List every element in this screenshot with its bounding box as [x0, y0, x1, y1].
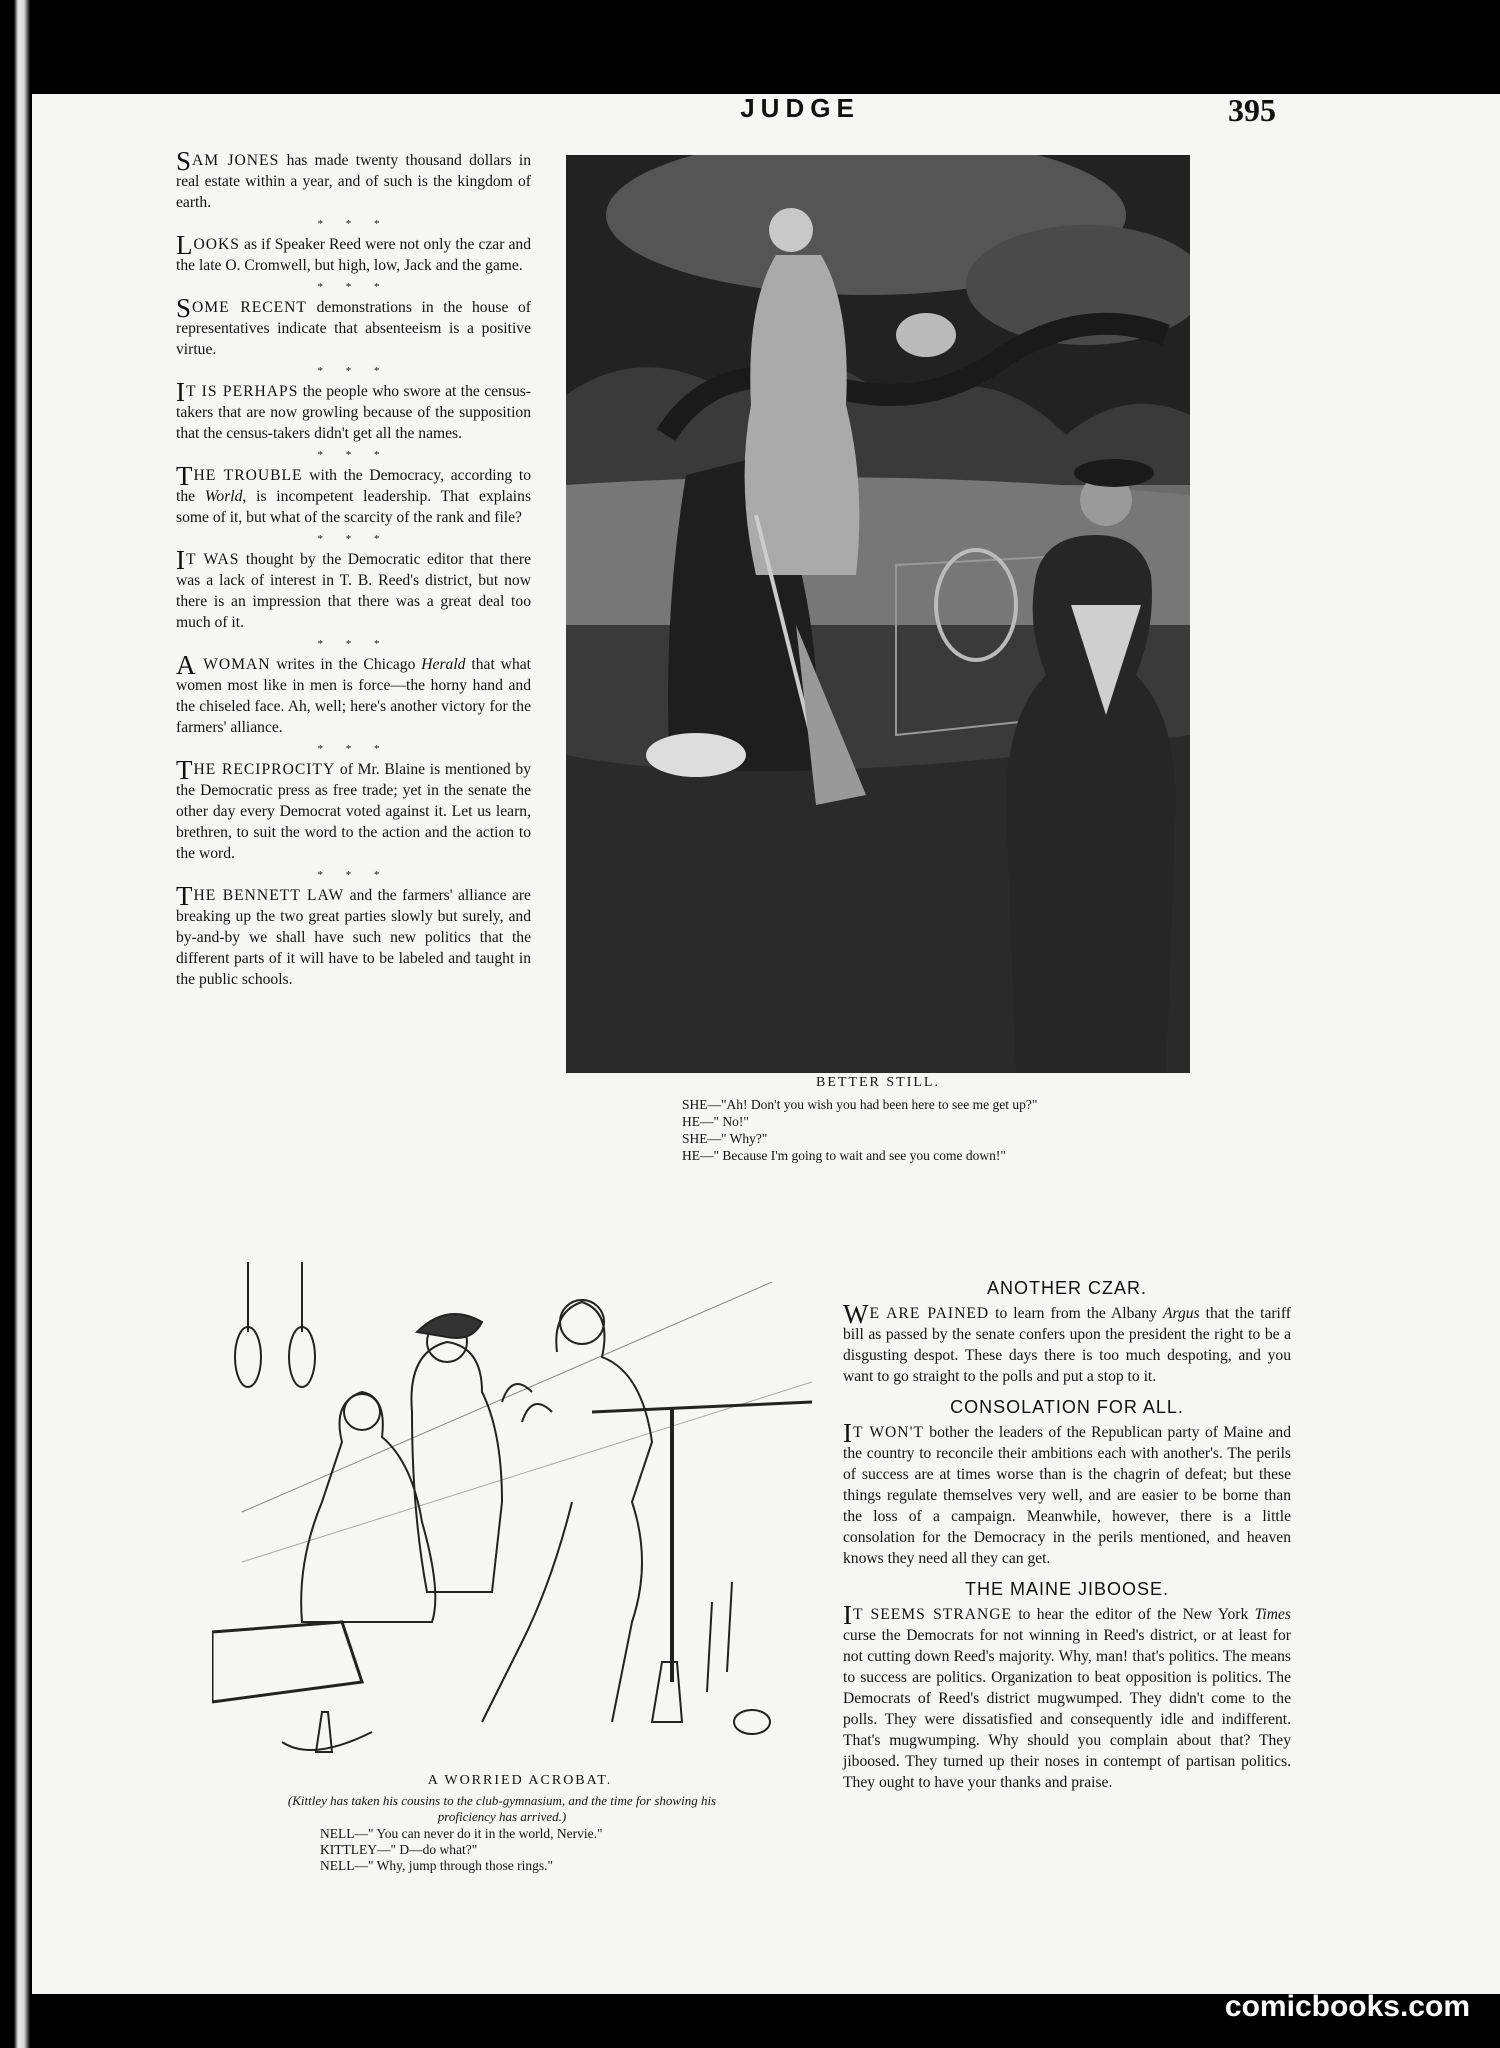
dialogue-line: HE—" Because I'm going to wait and see you come down!" [682, 1148, 1006, 1163]
paragraph: SOME RECENT demonstrations in the house of representatives indicate that absenteeism is a positive virtue. [176, 293, 531, 358]
dialogue-line: HE—" No!" [682, 1114, 749, 1129]
better-still-dialogue [682, 1096, 1242, 1164]
worried-acrobat-note: (Kittley has taken his cousins to the club-gymnasium, and the time for showing his proficiency has arrived.) [287, 1793, 717, 1824]
paragraph: A WOMAN writes in the Chicago Herald that what women most like in men is force—the horny hand and the chiseled face. Ah, well; here's another victory for the farmers' alliance. [176, 650, 531, 736]
scan-binding-edge [0, 0, 30, 2048]
paragraph: IT IS PERHAPS the people who swore at the census-takers that are now growling because of the supposition that the census-takers didn't get all the names. [176, 377, 531, 442]
separator: * * * [317, 365, 390, 377]
article-heading: ANOTHER CZAR. [986, 1278, 1147, 1298]
page-number: 395 [1228, 92, 1276, 128]
separator: * * * [317, 638, 390, 650]
separator: * * * [317, 743, 390, 755]
article-body: IT WON'T bother the leaders of the Republican party of Maine and the country to reconcile their ambitions each with another's. The perils of success are at times worse than is the chagrin of defeat; but these things regulate themselves very well, and are easier to be borne than the loss of a campaign. Meanwhile, however, there is a little consolation for the Democracy in the perils mentioned, and heaven knows they need all they can get. [843, 1418, 1292, 1567]
article-heading: CONSOLATION FOR ALL. [950, 1397, 1184, 1417]
paragraph: LOOKS as if Speaker Reed were not only the czar and the late O. Cromwell, but high, low, Jack and the game. [176, 230, 531, 274]
paragraph: THE RECIPROCITY of Mr. Blaine is mentioned by the Democratic press as free trade; yet in the senate the other day every Democrat voted against it. Let us learn, brethren, to suit the word to the action and the action to the word. [176, 755, 531, 862]
better-still-illustration [566, 155, 1190, 1073]
worried-acrobat-dialogue [320, 1826, 720, 1874]
watermark: comicbooks.com [1224, 1990, 1470, 2023]
separator: * * * [317, 281, 390, 293]
dialogue-line: NELL—" Why, jump through those rings." [320, 1858, 554, 1873]
article-body: IT SEEMS STRANGE to hear the editor of the New York Times curse the Democrats for not winning in Reed's district, or at least for not cutting down Reed's majority. Why, man! that's politics. The means to success are politics. Organization to beat opposition is politics. The Democrats of Reed's district mugwumped. They didn't come to the polls. They were dissatisfied and consequently idle and indifferent. That's mugwumping. Why should you complain about that? They jiboosed. They turned up their noses in contempt of partisan politics. They ought to have your thanks and praise. [843, 1600, 1291, 1791]
page-title: JUDGE [740, 93, 860, 123]
left-column [176, 146, 532, 990]
worried-acrobat-illustration [212, 1262, 816, 1762]
article-body: WE ARE PAINED to learn from the Albany Argus that the tariff bill as passed by the senate confers upon the president the right to be a disgusting despot. These days there is too much despoting, and you want to go straight to the polls and put a stop to it. [843, 1299, 1291, 1385]
separator: * * * [317, 869, 390, 881]
separator: * * * [317, 449, 390, 461]
separator: * * * [317, 218, 390, 230]
paragraph: THE TROUBLE with the Democracy, according to the World, is incompetent leadership. That explains some of it, but what of the scarcity of the rank and file? [176, 461, 532, 526]
paragraph: IT WAS thought by the Democratic editor that there was a lack of interest in T. B. Reed's district, but now there is an impression that there was a great deal too much of it. [176, 545, 531, 631]
right-column [843, 1278, 1291, 1803]
paragraph: THE BENNETT LAW and the farmers' alliance are breaking up the two great parties slowly but surely, and by-and-by we shall have such new politics that the different parts of it will have to be labeled and taught in the public schools. [176, 881, 531, 988]
dialogue-line: SHE—"Ah! Don't you wish you had been here to see me get up?" [682, 1097, 1038, 1112]
better-still-caption-title: BETTER STILL. [816, 1075, 940, 1090]
dialogue-line: SHE—" Why?" [682, 1131, 768, 1146]
article-heading: THE MAINE JIBOOSE. [964, 1579, 1170, 1599]
dialogue-line: KITTLEY—" D—do what?" [320, 1842, 478, 1857]
paragraph: SAM JONES has made twenty thousand dollars in real estate within a year, and of such is the kingdom of earth. [176, 146, 531, 211]
dialogue-line: NELL—" You can never do it in the world, Nervie." [320, 1826, 603, 1841]
worried-acrobat-caption-title: A WORRIED ACROBAT. [427, 1773, 613, 1788]
separator: * * * [317, 533, 390, 545]
